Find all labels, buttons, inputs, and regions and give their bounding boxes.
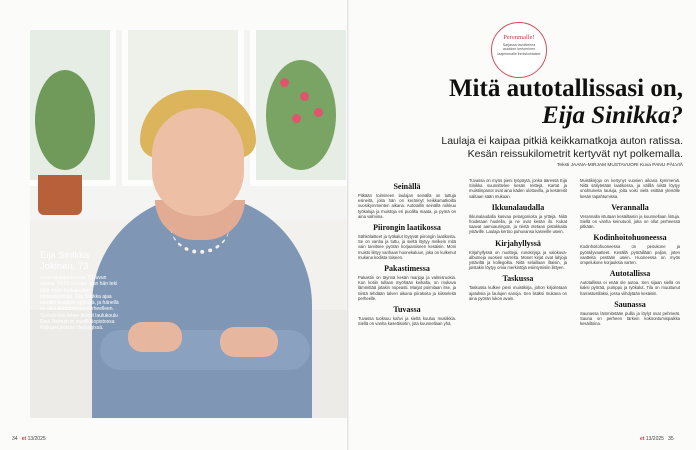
footer-left: [12, 436, 46, 442]
badge-title: Perenmalle!: [503, 34, 535, 41]
headline-line-1: Mitä autotallissasi on,: [448, 75, 683, 102]
section-heading: Tuvassa: [393, 305, 421, 315]
section-text: Taskussa kulkee pieni muistikirja, johon kirjoitetaan ajatuksia ja laulujen sanoja. Sen lisäksi mukana on aina pyörän lukon avain.: [469, 285, 567, 301]
woman-face: [152, 108, 244, 216]
section-text: Ikkunalaudalla kasvaa pelargonioita ja yrttejä. Niitä hoidetaan huolella, ja ne ovat kesän ilo. Kukat saavat aamuauringon, ja niistä otetaan pistokkaita ystäville. Laulaja kertoo puhuvansa kasveille usein.: [469, 213, 567, 235]
section-text: Sähkölaitteet ja työkalut löytyvät piirongin laatikosta. Se on vanha ja tuttu, ja sieltä löytyy melkein mitä vain tarvitsee pyörän korjaamiseen kesäisin. Moni muisto liittyy vanhaan huonekaluun, joka on kulkenut mukana kodista toiseen.: [358, 234, 456, 260]
flower: [300, 92, 309, 101]
section-heading: Kodinhoitohuoneessa: [593, 233, 667, 243]
page-gutter: [347, 0, 349, 450]
issue-left: 13/2025: [27, 436, 46, 442]
section-text: Kirjahyllyssä on nuotteja, runokirjoja ja valokuva-albumeja vuosien varrelta. Monet kirjat ovat lahjoja ystäviltä ja kollegoilta. Niitä selaillaan iltaisin, ja joistakin löytyy omia merkintöjä esiintymisiin liittyen.: [469, 249, 567, 271]
text-column-3: [580, 178, 680, 328]
brand-left: et: [21, 436, 27, 442]
text-column-1: [358, 178, 456, 328]
plant-right: [266, 60, 336, 170]
photo-caption: [40, 250, 120, 332]
section-heading: Verannalla: [611, 202, 649, 212]
section-heading: Autotallissa: [609, 269, 651, 279]
flower-pot: [38, 175, 82, 215]
issue-right: 13/2025: [645, 436, 664, 442]
text-column-2: [469, 178, 567, 303]
woman-hand-right: [220, 327, 278, 357]
page-number-left: 34: [12, 436, 18, 442]
lede-line-1: Laulaja ei kaipaa pitkiä keikkamatkoja auton ratissa.: [441, 135, 683, 147]
page-number-right: 35: [668, 436, 674, 442]
section-heading: Seinällä: [393, 182, 421, 191]
section-text: Autotallissa ei enää ole autoa. Sen sijaan siellä on kaksi pyörää, pumppu ja työkalut. Tila on muuttunut harrastustilaksi, jossa viihdytään kesäisin.: [580, 280, 680, 296]
lede-line-2: Kesän reissukilometrit kertyvät nyt polkemalla.: [467, 147, 683, 160]
section-heading: Ikkunalaudalla: [491, 202, 545, 212]
section-text: Tuvassa tuoksuu kahvi ja sieltä kuuluu musiikkia. Siellä on vanha kasettisoitin, jota kuunnellaan yhä.: [358, 316, 456, 327]
section-heading: Saunassa: [614, 299, 646, 309]
lede: [360, 135, 683, 160]
badge-text: Sarjassa tavoitteena asioiden kertominen laajemmalle ihmiskohtaiset: [497, 43, 541, 56]
flower: [292, 114, 301, 123]
section-text: Pitkään toimineen laulajan seinällä on tuttuja esineitä, joita hän on kerännyt keikkamatkoilta vuosikymmenten aikana. Autotallin seinällä roikkuu työkaluja ja muistoja eri puolilta maata, ja pyörä on aina valmiina.: [358, 193, 456, 219]
headline: [358, 75, 683, 129]
headline-line-2: Eija Sinikka?: [541, 102, 683, 129]
section-text: Tuvassa on myös pieni työpöytä, jonka ääressä Eija Sinikka suunnittelee kesän reittejä. Kartat ja muistiinpanot ovat aina käden ulottuvilla, ja kesäreitit valitaan sään mukaan.: [469, 178, 567, 199]
footer-right: [640, 436, 674, 442]
series-badge: [491, 22, 547, 78]
byline: Teksti JAANA-MIRJAM MUSTAVUORI Kuva PANU PÄLVIÄ: [557, 163, 683, 168]
section-heading: Pakastimessa: [384, 264, 430, 274]
section-text: Saunassa lämmitetään puilla ja löylyt ovat pehmeät. Sauna on perheen tärkein kokoontumispaikka kesäiltoina.: [580, 310, 680, 327]
brand-right: et: [640, 436, 645, 442]
section-text: Verannalla istutaan kesäiltaisin ja kuunnellaan lintuja. Siellä on vanha keinutuoli, joka on ollut perheessä pitkään.: [580, 213, 680, 230]
plant-left: [35, 70, 95, 170]
section-heading: Taskussa: [502, 274, 534, 284]
flower: [314, 108, 323, 117]
section-text: Pakastin on täynnä kesän marjoja ja valmisruokia. Kun kotiin tullaan myöhään keikalta, on mukava lämmittää jotakin nopeasti. Marjat poimitaan itse, ja niistä tehdään talven aikana piirakoita ja kiisseleitä perheelle.: [358, 275, 456, 301]
caption-text: asuin laulajanuransa 70-luvun alussa. Yli 50 vuoden ajan hän teki töitä myös laulukoulun toimintajohtaja. Eija Sinikka ajaa etenkin kesäisin pyörällä, ja hänellä on ollut autottomuus perheelleen. Työssä hän tekee tiiviisti laulukoulu Raul Reiman in musiikkiopistossa Kulkuneuvoissa Helsingissä.: [40, 275, 119, 332]
portrait-photo: [30, 30, 348, 418]
woman-hand-left: [128, 322, 182, 352]
flower: [280, 78, 289, 87]
section-text: Muistikirjoja on kertynyt vuosien aikana kymmeniä. Niitä säilytetään laatikossa, ja välillä niistä löytyy unohtuneita lauluja, joita voisi vielä esittää yleisölle kesän tapahtumissa.: [580, 178, 680, 199]
section-text: Kodinhoitohuoneessa on pesukone ja pyöräilyvaatteet. Kesällä pyöräillään paljon, joten vaatteita pestään usein. Huoneessa on myös ompelukone korjauksia varten.: [580, 244, 680, 266]
caption-name: Eija Sinikka Jokinen, 73: [40, 250, 90, 272]
section-heading: Kirjahyllyssä: [495, 238, 541, 248]
section-heading: Piirongin laatikossa: [373, 223, 441, 233]
